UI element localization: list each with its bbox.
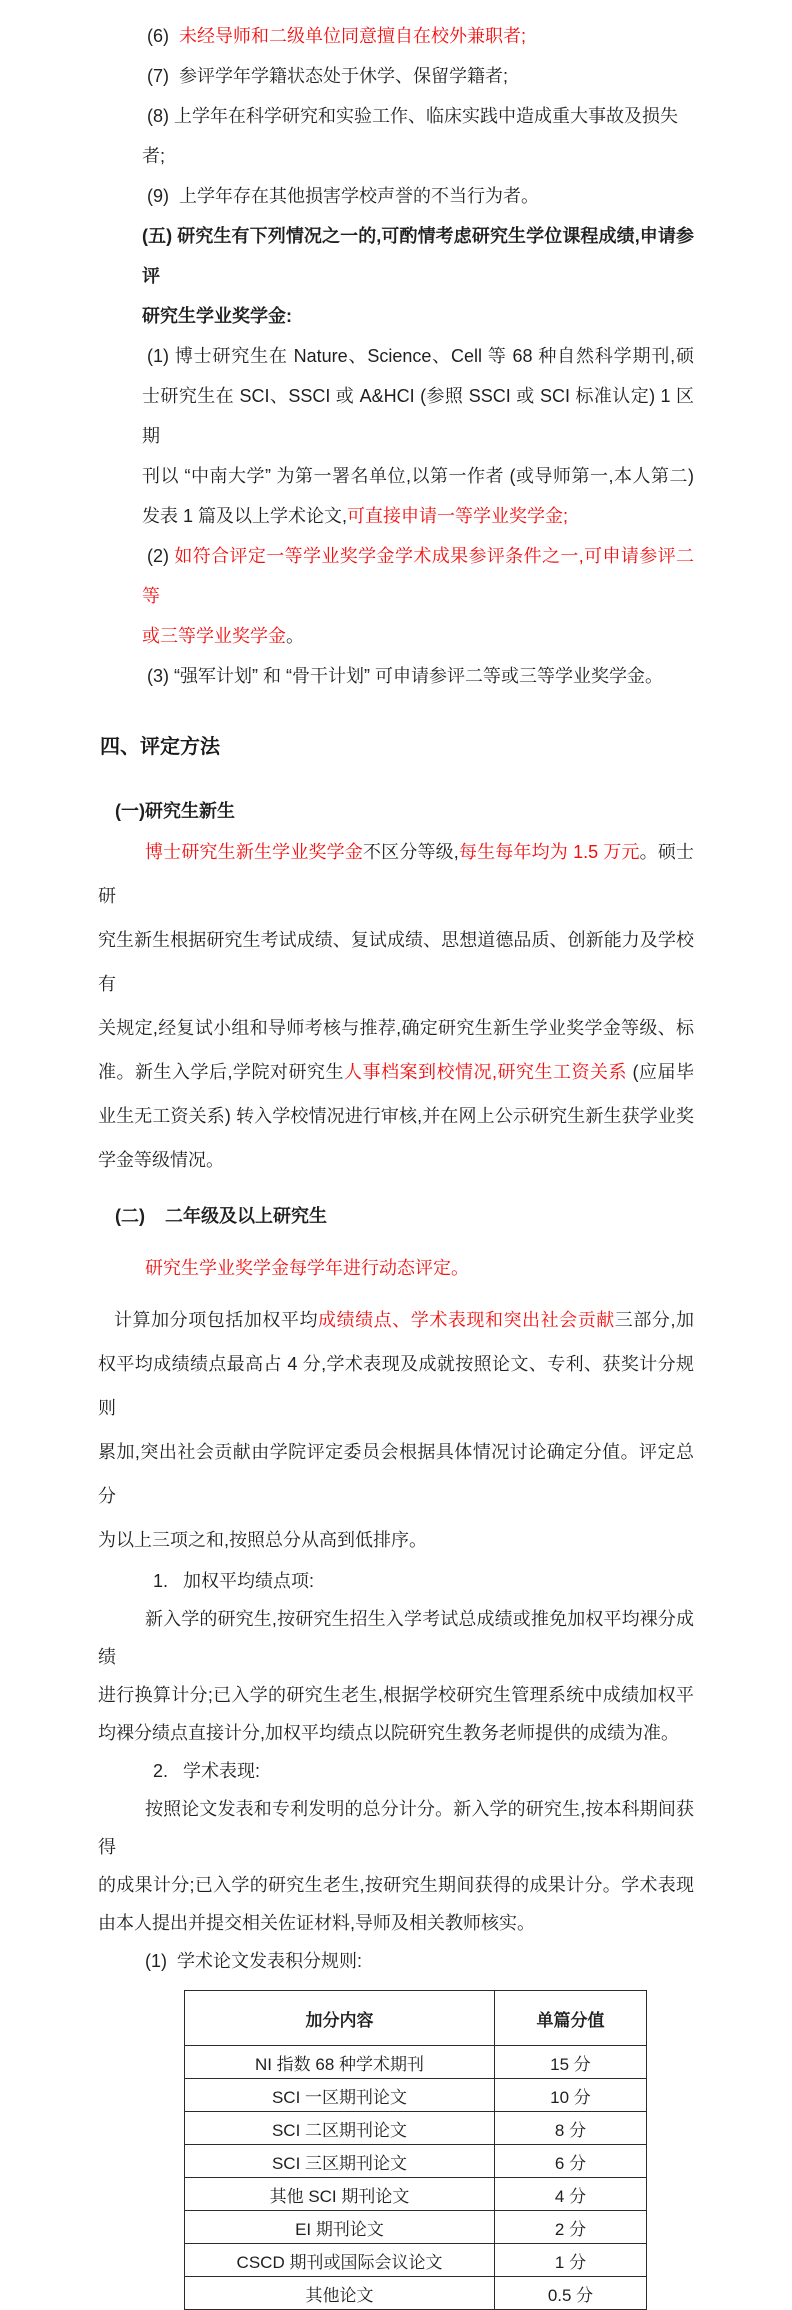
cell-score-value: 1 分 xyxy=(495,2244,647,2277)
table-row xyxy=(185,2145,647,2178)
cell-score-value: 2 分 xyxy=(495,2211,647,2244)
body-text: 究生新生根据研究生考试成绩、复试成绩、思想道德品质、创新能力及学校有 xyxy=(98,930,694,994)
table-row xyxy=(185,2079,647,2112)
item-8-line-1 xyxy=(142,96,694,176)
exclusion-and-clause-section xyxy=(142,0,694,696)
body-text: 。硕士研 xyxy=(98,842,694,906)
line-paper-score-rules-line-1 xyxy=(98,1942,694,1980)
body-text: (2) xyxy=(147,546,175,566)
clause-5-item-1-line-4 xyxy=(142,496,694,536)
evaluation-method-part2 xyxy=(98,1562,694,1980)
para-scoring-parts-line-4 xyxy=(98,1518,694,1562)
body-text: (7) 参评学年学籍状态处于休学、保留学籍者; xyxy=(147,66,509,86)
para-scoring-parts-line-2 xyxy=(98,1342,694,1430)
body-text: 研究生学业奖学金: xyxy=(142,306,292,326)
highlighted-red-text: 每生每年均为 1.5 万元 xyxy=(458,842,640,862)
para-academic-rule xyxy=(98,1790,694,1942)
item-9-line-1 xyxy=(142,176,694,216)
table-row xyxy=(185,2112,647,2145)
body-text: 为以上三项之和,按照总分从高到低排序。 xyxy=(98,1530,427,1550)
para-new-students-line-1 xyxy=(98,830,694,918)
line-paper-score-rules xyxy=(98,1942,694,1980)
table-header-cell-1: 加分内容 xyxy=(185,1991,495,2046)
clause-5-item-1-line-3 xyxy=(142,456,694,496)
body-text: 累加,突出社会贡献由学院评定委员会根据具体情况讨论确定分值。评定总分 xyxy=(98,1442,694,1506)
item-6-line-1 xyxy=(142,16,694,56)
para-new-students-line-6 xyxy=(98,1138,694,1182)
item-8 xyxy=(142,96,694,176)
num-item-1-gpa-line-1 xyxy=(98,1562,694,1600)
body-text: 按照论文发表和专利发明的总分计分。新入学的研究生,按本科期间获得 xyxy=(98,1799,694,1857)
body-text: 三部分,加 xyxy=(614,1310,694,1330)
cell-score-content: 其他 SCI 期刊论文 xyxy=(185,2178,495,2211)
para-scoring-parts-line-1 xyxy=(98,1298,694,1342)
body-text: 计算加分项包括加权平均 xyxy=(114,1310,319,1330)
cell-score-content: EI 期刊论文 xyxy=(185,2211,495,2244)
body-text: 由本人提出并提交相关佐证材料,导师及相关教师核实。 xyxy=(98,1913,535,1933)
body-text: 。 xyxy=(286,626,304,646)
paper-score-table-head xyxy=(185,1991,647,2046)
clause-5-item-2 xyxy=(142,536,694,656)
table-row xyxy=(185,2277,647,2310)
cell-score-content: 其他论文 xyxy=(185,2277,495,2310)
body-text: (1) 博士研究生在 Nature、Science、Cell 等 68 种自然科学期刊,硕 xyxy=(147,346,694,366)
para-gpa-rule-line-1 xyxy=(98,1600,694,1676)
line-dynamic-evaluation xyxy=(98,1246,694,1290)
highlighted-red-text: 如符合评定一等学业奖学金学术成果参评条件之一,可申请参评二等 xyxy=(142,546,695,606)
para-scoring-parts xyxy=(98,1298,694,1562)
body-text: (1) 学术论文发表积分规则: xyxy=(145,1951,363,1971)
body-text: 1. 加权平均绩点项: xyxy=(153,1571,315,1591)
sub-heading-new-students-line-1 xyxy=(98,800,694,822)
cell-score-content: SCI 三区期刊论文 xyxy=(185,2145,495,2178)
clause-5-item-3 xyxy=(142,656,694,696)
sub-heading-new-students xyxy=(98,800,694,822)
para-new-students-line-5 xyxy=(98,1094,694,1138)
item-7 xyxy=(142,56,694,96)
highlighted-red-text: 研究生学业奖学金每学年进行动态评定。 xyxy=(145,1258,469,1278)
sub-heading-senior-students xyxy=(98,1194,694,1238)
body-text: (五) 研究生有下列情况之一的,可酌情考虑研究生学位课程成绩,申请参评 xyxy=(142,226,694,286)
table-row xyxy=(185,2244,647,2277)
body-text: 不区分等级, xyxy=(362,842,459,862)
para-gpa-rule xyxy=(98,1600,694,1752)
body-text: (应届毕 xyxy=(627,1062,694,1082)
clause-5-item-1-line-2 xyxy=(142,376,694,456)
cell-score-content: SCI 一区期刊论文 xyxy=(185,2079,495,2112)
clause-5-item-3-line-1 xyxy=(142,656,694,696)
item-7-line-1 xyxy=(142,56,694,96)
clause-5-heading-line-2 xyxy=(142,296,694,336)
num-item-1-gpa xyxy=(98,1562,694,1600)
cell-score-value: 8 分 xyxy=(495,2112,647,2145)
item-6 xyxy=(142,16,694,56)
table-row xyxy=(185,2046,647,2079)
highlighted-red-text: 成绩绩点、学术表现和突出社会贡献 xyxy=(318,1310,615,1330)
para-new-students xyxy=(98,830,694,1182)
para-scoring-parts-line-3 xyxy=(98,1430,694,1518)
body-text: (一)研究生新生 xyxy=(115,801,235,821)
body-text: (9) 上学年存在其他损害学校声誉的不当行为者。 xyxy=(147,186,539,206)
clause-5-heading xyxy=(142,216,694,336)
para-new-students-line-2 xyxy=(98,918,694,1006)
body-text: 权平均成绩绩点最高占 4 分,学术表现及成就按照论文、专利、获奖计分规则 xyxy=(98,1354,694,1418)
clause-5-item-1 xyxy=(142,336,694,536)
highlighted-red-text: 未经导师和二级单位同意擅自在校外兼职者; xyxy=(179,26,527,46)
body-text: (6) xyxy=(147,26,180,46)
cell-score-value: 0.5 分 xyxy=(495,2277,647,2310)
cell-score-value: 6 分 xyxy=(495,2145,647,2178)
clause-5-heading-line-1 xyxy=(142,216,694,296)
cell-score-value: 4 分 xyxy=(495,2178,647,2211)
body-text: 刊以 “中南大学” 为第一署名单位,以第一作者 (或导师第一,本人第二) xyxy=(142,466,694,486)
body-text: 学金等级情况。 xyxy=(98,1150,224,1170)
clause-5-item-2-line-1 xyxy=(142,536,694,616)
body-text: (二) 二年级及以上研究生 xyxy=(115,1206,327,1226)
cell-score-content: SCI 二区期刊论文 xyxy=(185,2112,495,2145)
body-text: (8) 上学年在科学研究和实验工作、临床实践中造成重大事故及损失者; xyxy=(142,106,678,166)
para-gpa-rule-line-2 xyxy=(98,1676,694,1714)
body-text: 的成果计分;已入学的研究生老生,按研究生期间获得的成果计分。学术表现 xyxy=(98,1875,694,1895)
body-text: (3) “强军计划” 和 “骨干计划” 可申请参评二等或三等学业奖学金。 xyxy=(147,666,663,686)
highlighted-red-text: 可直接申请一等学业奖学金; xyxy=(347,506,569,526)
section-heading-evaluation-method: 四、评定方法 xyxy=(100,736,220,758)
cell-score-content: CSCD 期刊或国际会议论文 xyxy=(185,2244,495,2277)
clause-5-item-1-line-1 xyxy=(142,336,694,376)
para-academic-rule-line-3 xyxy=(98,1904,694,1942)
body-text: 新入学的研究生,按研究生招生入学考试总成绩或推免加权平均裸分成绩 xyxy=(98,1609,694,1667)
para-academic-rule-line-1 xyxy=(98,1790,694,1866)
body-text: 均裸分绩点直接计分,加权平均绩点以院研究生教务老师提供的成绩为准。 xyxy=(98,1723,679,1743)
body-text: 业生无工资关系) 转入学校情况进行审核,并在网上公示研究生新生获学业奖 xyxy=(98,1106,694,1126)
body-text: 准。新生入学后,学院对研究生 xyxy=(98,1062,344,1082)
body-text: 关规定,经复试小组和导师考核与推荐,确定研究生新生学业奖学金等级、标 xyxy=(98,1018,694,1038)
para-new-students-line-3 xyxy=(98,1006,694,1050)
cell-score-content: NI 指数 68 种学术期刊 xyxy=(185,2046,495,2079)
cell-score-value: 15 分 xyxy=(495,2046,647,2079)
line-dynamic-evaluation-line-1 xyxy=(98,1246,694,1290)
body-text: 士研究生在 SCI、SSCI 或 A&HCI (参照 SSCI 或 SCI 标准认定) 1 区期 xyxy=(142,386,694,446)
body-text: 发表 1 篇及以上学术论文, xyxy=(142,506,348,526)
table-row xyxy=(185,2211,647,2244)
clause-5-item-2-line-2 xyxy=(142,616,694,656)
highlighted-red-text: 或三等学业奖学金 xyxy=(142,626,286,646)
evaluation-method-part1 xyxy=(98,800,694,1562)
para-new-students-line-4 xyxy=(98,1050,694,1094)
body-text: 进行换算计分;已入学的研究生老生,根据学校研究生管理系统中成绩加权平 xyxy=(98,1685,694,1705)
para-gpa-rule-line-3 xyxy=(98,1714,694,1752)
table-header-cell-2: 单篇分值 xyxy=(495,1991,647,2046)
highlighted-red-text: 人事档案到校情况,研究生工资关系 xyxy=(344,1062,627,1082)
body-text: 2. 学术表现: xyxy=(153,1761,261,1781)
para-academic-rule-line-2 xyxy=(98,1866,694,1904)
paper-score-table xyxy=(184,1990,647,2310)
table-row xyxy=(185,2178,647,2211)
cell-score-value: 10 分 xyxy=(495,2079,647,2112)
sub-heading-senior-students-line-1 xyxy=(98,1194,694,1238)
num-item-2-academic xyxy=(98,1752,694,1790)
item-9 xyxy=(142,176,694,216)
num-item-2-academic-line-1 xyxy=(98,1752,694,1790)
highlighted-red-text: 博士研究生新生学业奖学金 xyxy=(145,842,363,862)
table-header-row xyxy=(185,1991,647,2046)
paper-score-table-body xyxy=(185,2046,647,2310)
